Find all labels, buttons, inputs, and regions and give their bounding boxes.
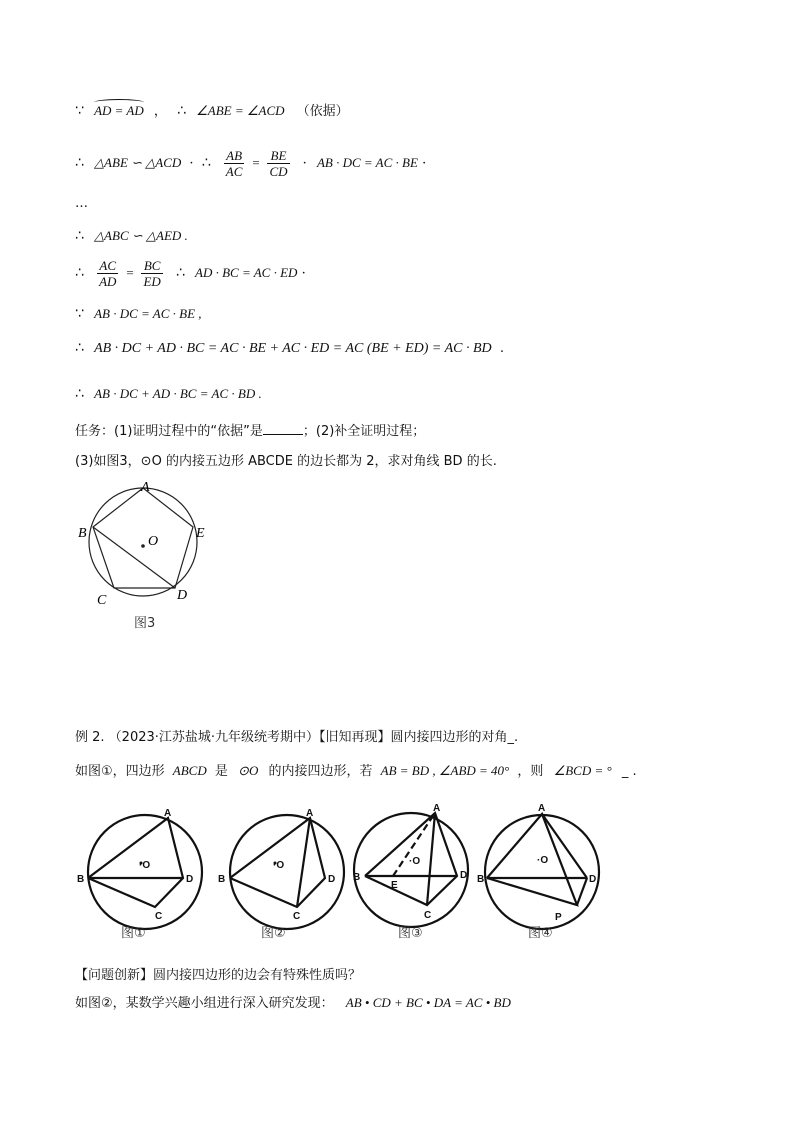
svg-text:D: D (186, 874, 194, 885)
task-line-2: (3)如图3，⊙O 的内接五边形 ABCDE 的边长都为 2，求对角线 BD 的长. (75, 454, 497, 469)
svg-text:·O: ·O (409, 856, 421, 867)
svg-text:D: D (589, 874, 597, 885)
svg-text:P: P (555, 912, 562, 923)
figure-1 (77, 808, 202, 929)
figure-3-caption: 图3 (134, 616, 156, 631)
fraction: $\frac{BC}{ED}$ (143, 258, 161, 289)
svg-text:A: A (538, 803, 546, 814)
therefore-symbol: ∴ (75, 228, 84, 244)
since-symbol: ∵ (75, 103, 84, 119)
example2-line-1: 例 2. （2023·江苏盐城·九年级统考期中）【旧知再现】圆内接四边形的对角_. (75, 730, 519, 745)
answer-blank (263, 422, 303, 435)
product-equation: AB · DC = AC · BE (316, 155, 418, 170)
therefore-symbol: ∴ (75, 386, 84, 402)
given-condition: AB = BD , ∠ABD = 40° (380, 763, 510, 778)
svg-text:B: B (218, 874, 226, 885)
svg-text:A: A (433, 803, 441, 814)
therefore-symbol: ∴ (177, 103, 186, 119)
therefore-symbol: ∴ (75, 155, 84, 171)
therefore-symbol: ∴ (175, 265, 185, 281)
svg-text:C: C (424, 910, 432, 921)
figure-3-pentagon (75, 475, 225, 635)
svg-text:B: B (353, 872, 361, 883)
proof-line-7: ∴ AB · DC + AD · BC = AC · BE + AC · ED = AC (BE + ED) = AC · BD . (75, 340, 504, 356)
product-equation: AD · BC = AC · ED (195, 265, 298, 280)
figure-4-caption: 图④ (528, 926, 553, 941)
therefore-symbol: ∴ (75, 265, 84, 281)
svg-text:C: C (155, 911, 163, 922)
proof-line-2: ∴ △ABE ∽ △ACD · ∴ $\frac{AB}{AC}$ = $\frac{BE}{CD}$ · AB · DC = AC · BE · (75, 148, 427, 179)
since-symbol: ∵ (75, 306, 84, 322)
svg-text:·O: ·O (139, 860, 151, 871)
svg-text:D: D (460, 870, 468, 881)
figure-1-caption: 图① (121, 926, 146, 941)
figure-3-caption-circle: 图③ (398, 926, 423, 941)
innovation-line-1: 【问题创新】圆内接四边形的边会有特殊性质吗？ (75, 968, 362, 983)
label-b: B (78, 526, 87, 541)
proof-line-5: ∴ $\frac{AC}{AD}$ = $\frac{BC}{ED}$ ∴ AD · BC = AC · ED · (75, 258, 306, 289)
proof-line-4 (75, 228, 188, 244)
figure-2 (218, 808, 344, 929)
proof-line-6 (75, 306, 202, 322)
fraction: $\frac{BE}{CD}$ (269, 148, 288, 179)
fraction: $\frac{AB}{AC}$ (225, 148, 243, 179)
product-equation: AB · DC = AC · BE , (94, 306, 202, 321)
proof-line-ellipsis: … (75, 196, 88, 211)
proof-line-1: ∵ AD = AD ， ∴ ∠ABE = ∠ACD （依据） (75, 103, 349, 119)
svg-text:·O: ·O (273, 860, 285, 871)
angle-equation: ∠ABE = ∠ACD (196, 103, 285, 118)
label-a: A (141, 480, 150, 495)
svg-text:A: A (306, 808, 314, 819)
label-c: C (97, 593, 107, 608)
ptolemy-equation: AB · DC + AD · BC = AC · BD . (94, 386, 262, 401)
task-line-1: 任务：(1)证明过程中的“依据”是 ；(2)补全证明过程； (75, 424, 426, 439)
circle-o: ⊙O (238, 763, 259, 778)
quad-name: ABCD (172, 763, 207, 778)
innovation-line-2: 如图②，某数学兴趣小组进行深入研究发现： AB • CD + BC • DA = AC • BD (75, 995, 511, 1011)
sum-equation: AB · DC + AD · BC = AC · BE + AC · ED = AC (BE + ED) = AC · BD (94, 341, 492, 356)
arc-equation: AD = AD (94, 103, 144, 118)
figure-2-caption: 图② (261, 926, 286, 941)
center-point (141, 544, 145, 548)
ptolemy-formula: AB • CD + BC • DA = AC • BD (345, 995, 511, 1010)
similar-triangles: △ABE ∽ △ACD (94, 155, 182, 170)
svg-text:B: B (477, 874, 485, 885)
therefore-symbol: ∴ (75, 340, 84, 356)
therefore-symbol: ∴ (201, 155, 211, 171)
figure-4 (477, 803, 599, 929)
label-d: D (177, 588, 188, 603)
svg-text:C: C (293, 911, 301, 922)
label-o: O (148, 534, 159, 549)
svg-text:·O: ·O (537, 855, 549, 866)
svg-text:B: B (77, 874, 85, 885)
svg-text:A: A (164, 808, 172, 819)
asked-angle: ∠BCD = ° (553, 763, 612, 778)
label-e: E (196, 526, 205, 541)
basis-note: （依据） (296, 104, 349, 119)
proof-line-8 (75, 386, 262, 402)
similar-triangles: △ABC ∽ △AED . (94, 228, 188, 243)
svg-text:D: D (328, 874, 336, 885)
figure-3 (353, 803, 468, 927)
fraction: $\frac{AC}{AD}$ (99, 258, 117, 289)
svg-text:E: E (391, 880, 398, 891)
circumcircle (89, 488, 197, 596)
example2-line-2: 如图①，四边形 ABCD 是 ⊙O 的内接四边形，若 AB = BD , ∠ABD = 40° ，则 ∠BCD = ° _ . (75, 763, 637, 779)
diagonal-bd (93, 527, 175, 588)
